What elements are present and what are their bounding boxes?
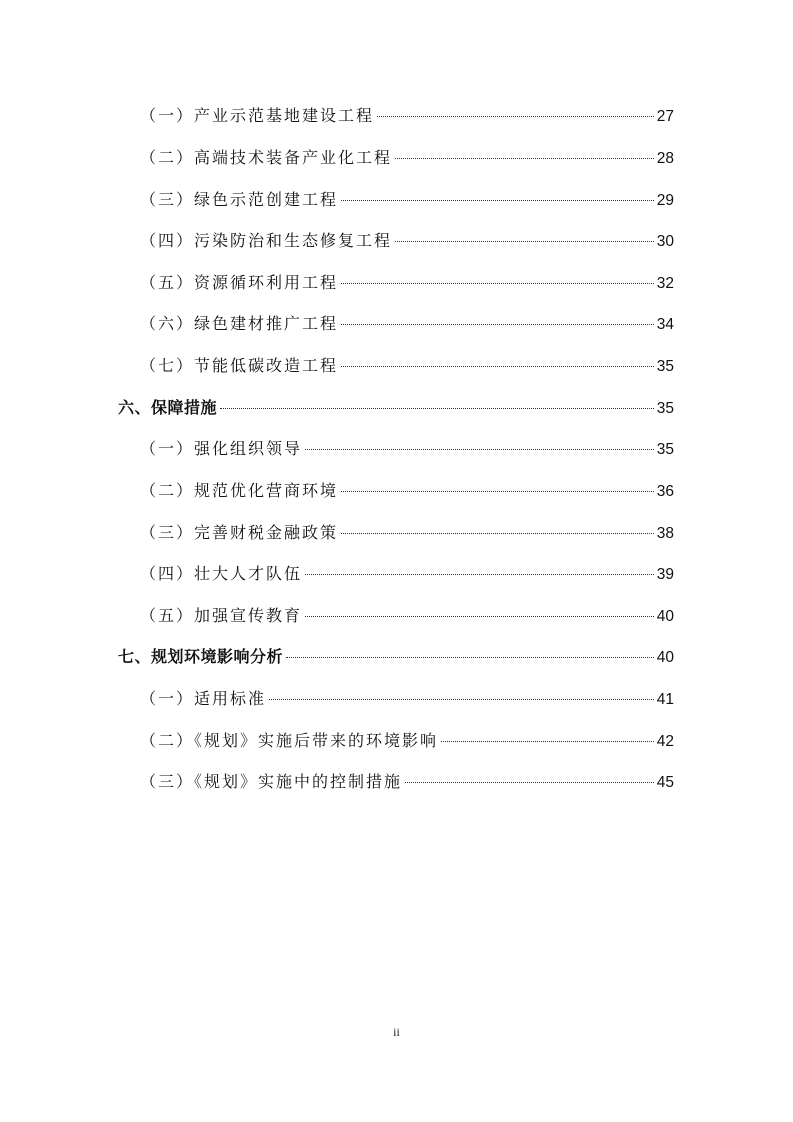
toc-entry-page: 45 <box>656 774 674 791</box>
toc-entry[interactable] <box>140 188 674 212</box>
toc-entry[interactable] <box>140 146 674 170</box>
toc-dot-leader <box>341 324 654 325</box>
toc-entry[interactable] <box>140 562 674 586</box>
toc-chapter-entry[interactable] <box>118 396 674 420</box>
toc-entry[interactable] <box>140 229 674 253</box>
toc-entry[interactable] <box>140 604 674 628</box>
toc-entry[interactable] <box>140 104 674 128</box>
toc-chapter-title: 七、规划环境影响分析 <box>118 647 284 666</box>
toc-dot-leader <box>220 408 654 409</box>
toc-entry-page: 40 <box>656 649 674 666</box>
toc-entry-page: 36 <box>656 483 674 500</box>
toc-entry-title: （七）节能低碳改造工程 <box>140 356 339 375</box>
toc-dot-leader <box>341 366 654 367</box>
toc-entry[interactable] <box>140 729 674 753</box>
toc-entry[interactable] <box>140 312 674 336</box>
toc-entry-title: （二）《规划》实施后带来的环境影响 <box>140 731 439 750</box>
toc-dot-leader <box>441 741 654 742</box>
toc-entry-title: （五）加强宣传教育 <box>140 606 303 625</box>
toc-entry-page: 39 <box>656 566 674 583</box>
toc-entry[interactable] <box>140 770 674 794</box>
toc-entry[interactable] <box>140 521 674 545</box>
toc-dot-leader <box>341 200 654 201</box>
toc-dot-leader <box>269 699 654 700</box>
toc-dot-leader <box>341 533 654 534</box>
toc-entry-page: 34 <box>656 316 674 333</box>
toc-entry[interactable] <box>140 687 674 711</box>
toc-entry[interactable] <box>140 479 674 503</box>
toc-dot-leader <box>341 491 654 492</box>
toc-entry[interactable] <box>140 354 674 378</box>
toc-entry-page: 29 <box>656 192 674 209</box>
toc-chapter-title: 六、保障措施 <box>118 398 218 417</box>
toc-entry-title: （一）产业示范基地建设工程 <box>140 106 375 125</box>
toc-dot-leader <box>395 158 654 159</box>
toc-entry-title: （三）完善财税金融政策 <box>140 523 339 542</box>
toc-entry-page: 42 <box>656 733 674 750</box>
toc-dot-leader <box>405 782 654 783</box>
toc-entry-page: 38 <box>656 525 674 542</box>
toc-entry-page: 41 <box>656 691 674 708</box>
toc-dot-leader <box>305 574 654 575</box>
toc-entry-title: （五）资源循环利用工程 <box>140 273 339 292</box>
toc-dot-leader <box>305 449 654 450</box>
toc-entry-title: （三）绿色示范创建工程 <box>140 190 339 209</box>
toc-entry-page: 40 <box>656 608 674 625</box>
toc-entry-title: （四）污染防治和生态修复工程 <box>140 231 393 250</box>
toc-dot-leader <box>305 616 654 617</box>
toc-entry-title: （二）高端技术装备产业化工程 <box>140 148 393 167</box>
toc-entry-page: 35 <box>656 358 674 375</box>
toc-entry-title: （一）适用标准 <box>140 689 267 708</box>
toc-entry-title: （一）强化组织领导 <box>140 439 303 458</box>
toc-entry-title: （三）《规划》实施中的控制措施 <box>140 772 403 791</box>
toc-dot-leader <box>395 241 654 242</box>
toc-entry[interactable] <box>140 271 674 295</box>
toc-entry-page: 32 <box>656 275 674 292</box>
toc-entry-page: 27 <box>656 108 674 125</box>
toc-entry-page: 28 <box>656 150 674 167</box>
toc-entry-title: （六）绿色建材推广工程 <box>140 314 339 333</box>
toc-entry-title: （四）壮大人才队伍 <box>140 564 303 583</box>
toc-dot-leader <box>377 116 654 117</box>
page-number-footer: ii <box>393 1025 400 1039</box>
toc-chapter-entry[interactable] <box>118 645 674 669</box>
toc-entry-page: 30 <box>656 233 674 250</box>
toc-entry-title: （二）规范优化营商环境 <box>140 481 339 500</box>
toc-entry-page: 35 <box>656 400 674 417</box>
toc-dot-leader <box>341 283 654 284</box>
toc-entry-page: 35 <box>656 441 674 458</box>
toc-dot-leader <box>286 657 654 658</box>
toc-entry[interactable] <box>140 437 674 461</box>
